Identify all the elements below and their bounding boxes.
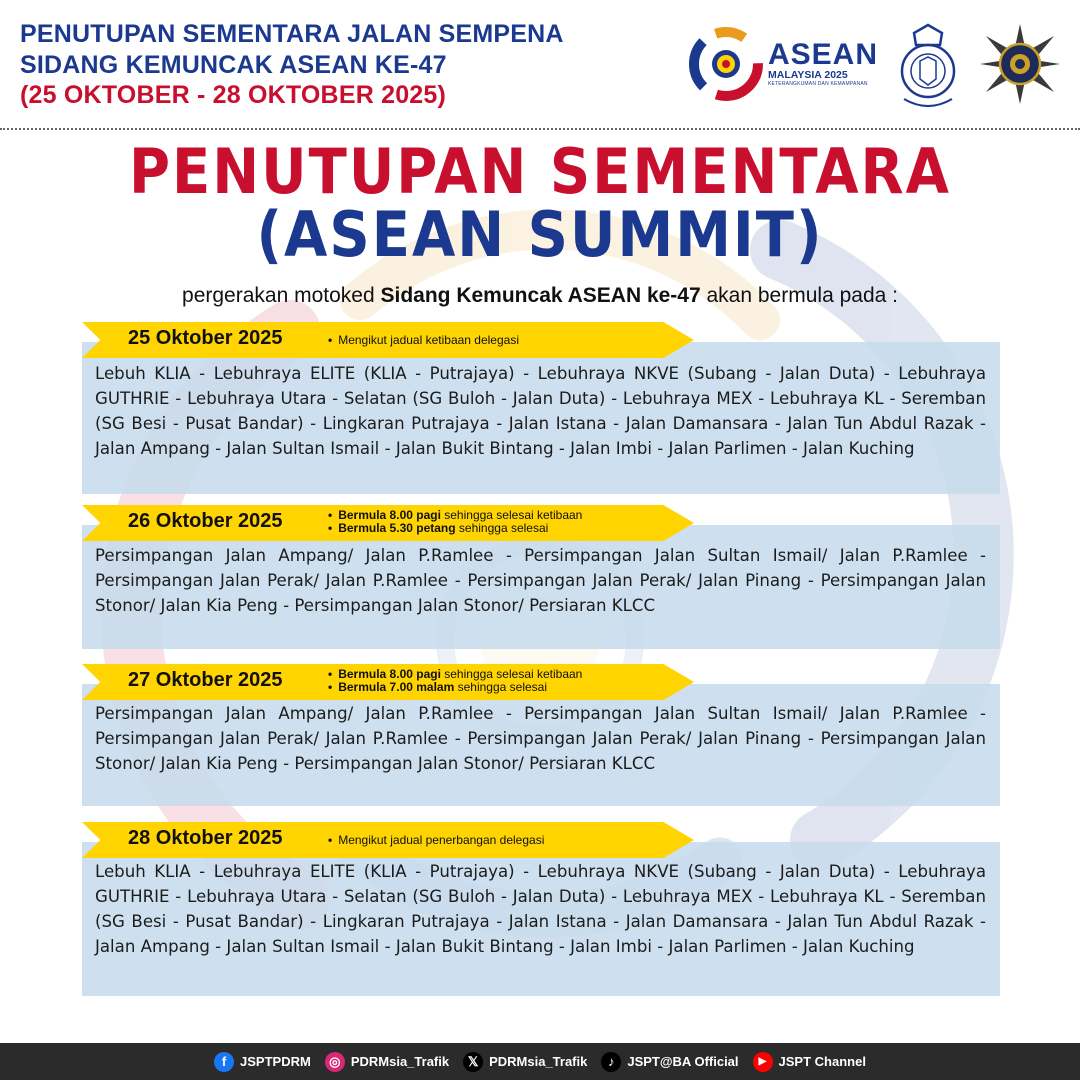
youtube-icon: ▶ (753, 1052, 773, 1072)
header (0, 0, 1080, 130)
intro-text (0, 284, 1080, 308)
note-text: sehingga selesai ketibaan (440, 667, 583, 681)
polis-diraja-malaysia-badge-icon (890, 21, 966, 107)
social-label: JSPT Channel (778, 1054, 866, 1069)
closure-section-28-oct (82, 822, 1000, 996)
road-list-text: Lebuh KLIA - Lebuhraya ELITE (KLIA - Putrajaya) - Lebuhraya NKVE (Subang - Jalan Duta) - Lebuhraya GUTHRIE - Lebuhraya Utara - Selatan (SG Buloh - Jalan Duta) - Lebuhraya MEX - Lebuhraya KL - Seremban (SG Besi - Pusat Bandar) - Lingkaran Putrajaya - Jalan Istana - Jalan Damansara - Jalan Tun Abdul Razak - Jalan Ampang - Jalan Sultan Ismail - Jalan Bukit Bintang - Jalan Imbi - Jalan Parlimen - Jalan Kuching (95, 364, 986, 458)
header-date-range: (25 OKTOBER - 28 OKTOBER 2025) (20, 81, 447, 109)
intro-bold: Sidang Kemuncak ASEAN ke-47 (380, 284, 701, 307)
intro-after: akan bermula pada : (700, 284, 898, 307)
logo-group (688, 18, 1062, 110)
social-label: PDRMsia_Trafik (350, 1054, 450, 1069)
asean-logo-sub: MALAYSIA 2025 (767, 68, 848, 81)
schedule-notes (328, 668, 582, 694)
schedule-note (328, 334, 519, 347)
note-text: sehingga selesai (455, 521, 549, 535)
road-list-text: Persimpangan Jalan Ampang/ Jalan P.Ramlee - Persimpangan Jalan Sultan Ismail/ Jalan P.Ramlee - Persimpangan Jalan Perak/ Jalan P.Ramlee - Persimpangan Jalan Perak/ Jalan Pinang - Persimpangan Jalan Stonor/ Jalan Kia Peng - Persimpangan Jalan Stonor/ Persiaran KLCC (95, 546, 986, 615)
schedule-note (328, 834, 544, 847)
schedule-notes (328, 834, 544, 847)
social-tiktok[interactable] (601, 1052, 738, 1072)
note-bold: Bermula 8.00 pagi (338, 667, 441, 681)
social-label: JSPTPDRM (240, 1054, 311, 1069)
header-divider (0, 128, 1080, 130)
social-facebook[interactable] (214, 1052, 311, 1072)
note-bold: Bermula 7.00 malam (338, 680, 455, 694)
footer-social-bar (0, 1043, 1080, 1080)
header-title-line2: SIDANG KEMUNCAK ASEAN KE-47 (20, 51, 447, 79)
note-text: sehingga selesai ketibaan (440, 508, 583, 522)
x-twitter-icon: 𝕏 (463, 1052, 483, 1072)
road-list-panel (82, 842, 1000, 996)
facebook-icon: f (214, 1052, 234, 1072)
note-text: Mengikut jadual ketibaan delegasi (338, 333, 519, 347)
social-youtube[interactable] (753, 1052, 866, 1072)
main-title-line2: (ASEAN SUMMIT) (256, 199, 824, 272)
section-date: 25 Oktober 2025 (128, 327, 283, 349)
asean-swirl-icon (688, 26, 764, 102)
road-list-text: Lebuh KLIA - Lebuhraya ELITE (KLIA - Putrajaya) - Lebuhraya NKVE (Subang - Jalan Duta) - Lebuhraya GUTHRIE - Lebuhraya Utara - Selatan (SG Buloh - Jalan Duta) - Lebuhraya MEX - Lebuhraya KL - Seremban (SG Besi - Pusat Bandar) - Lingkaran Putrajaya - Jalan Istana - Jalan Damansara - Jalan Tun Abdul Razak - Jalan Ampang - Jalan Sultan Ismail - Jalan Bukit Bintang - Jalan Imbi - Jalan Parlimen - Jalan Kuching (95, 862, 986, 956)
road-list-panel (82, 342, 1000, 494)
note-text: sehingga selesai (454, 680, 547, 694)
jspt-emblem-icon (978, 22, 1062, 106)
social-label: JSPT@BA Official (627, 1054, 739, 1069)
closure-section-25-oct (82, 322, 1000, 494)
schedule-notes (328, 509, 582, 535)
section-date: 28 Oktober 2025 (128, 827, 283, 849)
schedule-note (328, 522, 582, 535)
road-list-panel (82, 525, 1000, 649)
note-text: Mengikut jadual penerbangan delegasi (338, 833, 545, 847)
asean-logo-word: ASEAN (767, 37, 878, 71)
header-title-line1: PENUTUPAN SEMENTARA JALAN SEMPENA (20, 20, 564, 48)
social-x[interactable] (463, 1052, 587, 1072)
main-title-line1: PENUTUPAN SEMENTARA (129, 136, 951, 209)
tiktok-icon: ♪ (601, 1052, 621, 1072)
closure-section-27-oct (82, 664, 1000, 806)
section-date: 27 Oktober 2025 (128, 669, 283, 691)
schedule-note (328, 681, 582, 694)
closure-section-26-oct (82, 505, 1000, 649)
note-bold: Bermula 5.30 petang (338, 521, 456, 535)
note-bold: Bermula 8.00 pagi (338, 508, 441, 522)
schedule-notes (328, 334, 519, 347)
instagram-icon: ◎ (325, 1052, 345, 1072)
social-instagram[interactable] (325, 1052, 449, 1072)
asean-malaysia-2025-logo (688, 26, 878, 102)
road-list-panel (82, 684, 1000, 806)
road-list-text: Persimpangan Jalan Ampang/ Jalan P.Ramlee - Persimpangan Jalan Sultan Ismail/ Jalan P.Ramlee - Persimpangan Jalan Perak/ Jalan P.Ramlee - Persimpangan Jalan Perak/ Jalan Pinang - Persimpangan Jalan Stonor/ Jalan Kia Peng - Persimpangan Jalan Stonor/ Persiaran KLCC (95, 704, 986, 773)
section-date: 26 Oktober 2025 (128, 510, 283, 532)
asean-logo-tagline: KETERANGKUMAN DAN KEMAMPANAN (767, 80, 868, 87)
intro-before: pergerakan motoked (182, 284, 381, 307)
social-label: PDRMsia_Trafik (489, 1054, 588, 1069)
